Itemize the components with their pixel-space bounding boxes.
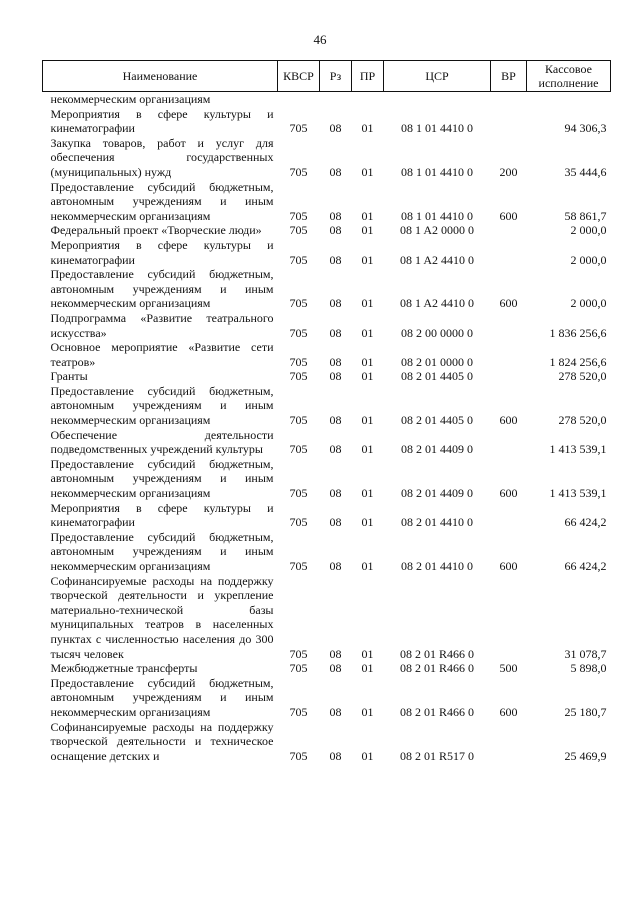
cell-sum: 58 861,7 [564, 208, 607, 223]
cell-kvsr: 705 [289, 486, 308, 501]
cell-csr: 08 1 01 4410 0 [401, 208, 473, 223]
table-row [43, 574, 611, 662]
cell-csr: 08 2 01 4410 0 [401, 559, 473, 573]
cell-kvsr: 705 [289, 325, 308, 340]
cell-csr [384, 92, 491, 107]
cell-csr: 08 1 01 4410 0 [401, 121, 473, 136]
cell-kvsr: 705 [289, 413, 308, 428]
cell-vr: 200 [499, 164, 518, 179]
cell-pr: 01 [361, 296, 374, 311]
table-row [43, 136, 611, 180]
cell-rz [320, 92, 352, 107]
cell-pr: 01 [361, 704, 374, 719]
cell-sum: 278 520,0 [558, 413, 607, 428]
cell-rz: 08 [329, 223, 342, 238]
cell-name: Софинансируемые расходы на поддержку творческой деятельности и техническое оснащение детских и [50, 719, 274, 763]
cell-vr: 600 [499, 413, 518, 428]
cell-rz: 08 [329, 121, 342, 136]
cell-rz: 08 [329, 748, 342, 763]
cell-vr: 600 [499, 208, 518, 223]
cell-pr: 01 [361, 369, 374, 384]
cell-sum: 1 836 256,6 [549, 325, 607, 340]
table-row [43, 369, 611, 384]
cell-vr [491, 501, 527, 530]
cell-kvsr: 705 [289, 208, 308, 223]
cell-vr [491, 574, 527, 662]
cell-vr [491, 720, 527, 764]
cell-pr: 01 [361, 559, 374, 573]
cell-sum: 25 180,7 [564, 704, 607, 719]
cell-rz: 08 [329, 486, 342, 501]
cell-sum: 1 413 539,1 [549, 442, 607, 457]
table-row [43, 661, 611, 676]
cell-name: некоммерческим организациям [50, 92, 211, 106]
cell-name: Федеральный проект «Творческие люди» [50, 223, 262, 238]
cell-csr: 08 2 01 R517 0 [399, 748, 474, 763]
cell-rz: 08 [329, 369, 342, 384]
cell-kvsr: 705 [289, 296, 308, 311]
cell-pr: 01 [361, 223, 374, 238]
cell-vr: 600 [499, 486, 518, 501]
cell-csr: 08 2 01 4410 0 [401, 515, 473, 530]
cell-rz: 08 [329, 325, 342, 340]
cell-name: Мероприятия в сфере культуры и кинематографии [50, 500, 274, 530]
cell-pr [352, 92, 384, 107]
cell-csr: 08 2 00 0000 0 [401, 325, 473, 340]
budget-table [42, 60, 611, 763]
cell-name: Подпрограмма «Развитие театрального искусства» [50, 310, 274, 340]
cell-sum: 2 000,0 [570, 223, 607, 238]
cell-csr: 08 1 A2 4410 0 [399, 296, 474, 311]
cell-sum: 66 424,2 [564, 559, 607, 573]
cell-csr: 08 2 01 0000 0 [401, 354, 473, 369]
cell-name: Мероприятия в сфере культуры и кинематографии [50, 106, 274, 136]
cell-kvsr: 705 [289, 559, 308, 573]
cell-pr: 01 [361, 646, 374, 661]
table-row [43, 720, 611, 764]
header-csr: ЦСР [384, 61, 491, 92]
cell-csr: 08 2 01 4409 0 [401, 442, 473, 457]
cell-vr: 500 [499, 661, 518, 676]
cell-vr [491, 369, 527, 384]
cell-vr [491, 428, 527, 457]
cell-rz: 08 [329, 164, 342, 179]
cell-name: Предоставление субсидий бюджетным, автономным учреждениям и иным некоммерческим организациям [50, 383, 274, 428]
cell-kvsr: 705 [289, 252, 308, 267]
cell-rz: 08 [329, 515, 342, 530]
table-row [43, 223, 611, 238]
table-row [43, 180, 611, 224]
cell-sum: 25 469,9 [564, 748, 607, 763]
cell-pr: 01 [361, 515, 374, 530]
cell-kvsr: 705 [289, 704, 308, 719]
table-row [43, 384, 611, 428]
cell-pr: 01 [361, 748, 374, 763]
table-row [43, 340, 611, 369]
page-number: 46 [313, 32, 327, 47]
cell-kvsr: 705 [289, 748, 308, 763]
cell-name: Предоставление субсидий бюджетным, автономным учреждениям и иным некоммерческим организациям [50, 179, 274, 223]
cell-vr [491, 238, 527, 267]
cell-csr: 08 2 01 R466 0 [399, 646, 474, 661]
cell-csr: 08 2 01 R466 0 [399, 704, 474, 719]
cell-sum: 1 824 256,6 [549, 354, 607, 369]
table-row [43, 428, 611, 457]
table-row [43, 457, 611, 501]
cell-kvsr: 705 [289, 164, 308, 179]
cell-rz: 08 [329, 661, 342, 676]
cell-sum: 94 306,3 [564, 121, 607, 136]
cell-sum: 5 898,0 [570, 661, 607, 676]
table-row [43, 501, 611, 530]
cell-pr: 01 [361, 325, 374, 340]
cell-vr: 600 [499, 559, 518, 573]
cell-kvsr: 705 [289, 369, 308, 384]
cell-kvsr: 705 [289, 515, 308, 530]
cell-pr: 01 [361, 442, 374, 457]
table-row [43, 311, 611, 340]
cell-sum: 2 000,0 [570, 296, 607, 311]
cell-name: Основное мероприятие «Развитие сети театров» [50, 340, 274, 369]
cell-kvsr: 705 [289, 121, 308, 136]
cell-kvsr: 705 [289, 354, 308, 369]
cell-csr: 08 2 01 R466 0 [399, 661, 474, 676]
cell-rz: 08 [329, 442, 342, 457]
cell-name: Мероприятия в сфере культуры и кинематографии [50, 237, 274, 267]
cell-name: Закупка товаров, работ и услуг для обеспечения государственных (муниципальных) нужд [50, 135, 274, 179]
cell-name: Предоставление субсидий бюджетным, автономным учреждениям и иным некоммерческим организациям [50, 529, 274, 573]
table-row [43, 676, 611, 720]
cell-pr: 01 [361, 121, 374, 136]
cell-pr: 01 [361, 164, 374, 179]
cell-name: Гранты [50, 369, 88, 384]
cell-pr: 01 [361, 413, 374, 428]
cell-pr: 01 [361, 354, 374, 369]
cell-name: Софинансируемые расходы на поддержку творческой деятельности и укрепление материально-технической базы муниципальных театров в населенных пунктах с численностью населения до 300 тысяч человек [50, 573, 274, 661]
cell-vr [491, 311, 527, 340]
table-row [43, 267, 611, 311]
cell-csr: 08 1 A2 0000 0 [399, 223, 474, 238]
table-row [43, 107, 611, 136]
header-rz: Рз [320, 61, 352, 92]
cell-rz: 08 [329, 296, 342, 311]
cell-name: Предоставление субсидий бюджетным, автономным учреждениям и иным некоммерческим организациям [50, 675, 274, 719]
cell-csr: 08 1 A2 4410 0 [399, 252, 474, 267]
cell-rz: 08 [329, 252, 342, 267]
cell-rz: 08 [329, 354, 342, 369]
cell-csr: 08 1 01 4410 0 [401, 164, 473, 179]
header-pr: ПР [352, 61, 384, 92]
cell-kvsr: 705 [289, 442, 308, 457]
cell-sum: 2 000,0 [570, 252, 607, 267]
cell-name: Предоставление субсидий бюджетным, автономным учреждениям и иным некоммерческим организациям [50, 456, 274, 501]
cell-name: Предоставление субсидий бюджетным, автономным учреждениям и иным некоммерческим организациям [50, 267, 274, 311]
cell-vr: 600 [499, 704, 518, 719]
table-row [43, 92, 611, 107]
cell-vr [491, 92, 527, 107]
cell-csr: 08 2 01 4409 0 [401, 486, 473, 501]
cell-sum: 1 413 539,1 [549, 486, 607, 501]
cell-kvsr [278, 92, 320, 107]
cell-sum [527, 92, 611, 107]
cell-rz: 08 [329, 208, 342, 223]
cell-rz: 08 [329, 559, 342, 573]
cell-name: Обеспечение деятельности подведомственных учреждений культуры [50, 427, 274, 457]
header-kvsr: КВСР [278, 61, 320, 92]
cell-kvsr: 705 [289, 646, 308, 661]
cell-kvsr: 705 [289, 661, 308, 676]
cell-rz: 08 [329, 646, 342, 661]
cell-sum: 35 444,6 [564, 164, 607, 179]
cell-vr [491, 340, 527, 369]
cell-sum: 278 520,0 [558, 369, 607, 384]
header-vr: ВР [491, 61, 527, 92]
cell-pr: 01 [361, 661, 374, 676]
cell-name: Межбюджетные трансферты [50, 661, 198, 676]
cell-pr: 01 [361, 252, 374, 267]
header-name: Наименование [43, 61, 278, 92]
cell-kvsr: 705 [289, 223, 308, 238]
cell-pr: 01 [361, 486, 374, 501]
cell-sum: 31 078,7 [564, 646, 607, 661]
table-header-row [43, 61, 611, 92]
table-row [43, 238, 611, 267]
cell-sum: 66 424,2 [564, 515, 607, 530]
cell-rz: 08 [329, 413, 342, 428]
cell-csr: 08 2 01 4405 0 [401, 369, 473, 384]
cell-pr: 01 [361, 208, 374, 223]
cell-csr: 08 2 01 4405 0 [401, 413, 473, 428]
cell-rz: 08 [329, 704, 342, 719]
cell-vr [491, 107, 527, 136]
table-row [43, 530, 611, 574]
cell-vr: 600 [499, 296, 518, 311]
cell-vr [491, 223, 527, 238]
header-sum: Кассовое исполнение [527, 61, 611, 92]
